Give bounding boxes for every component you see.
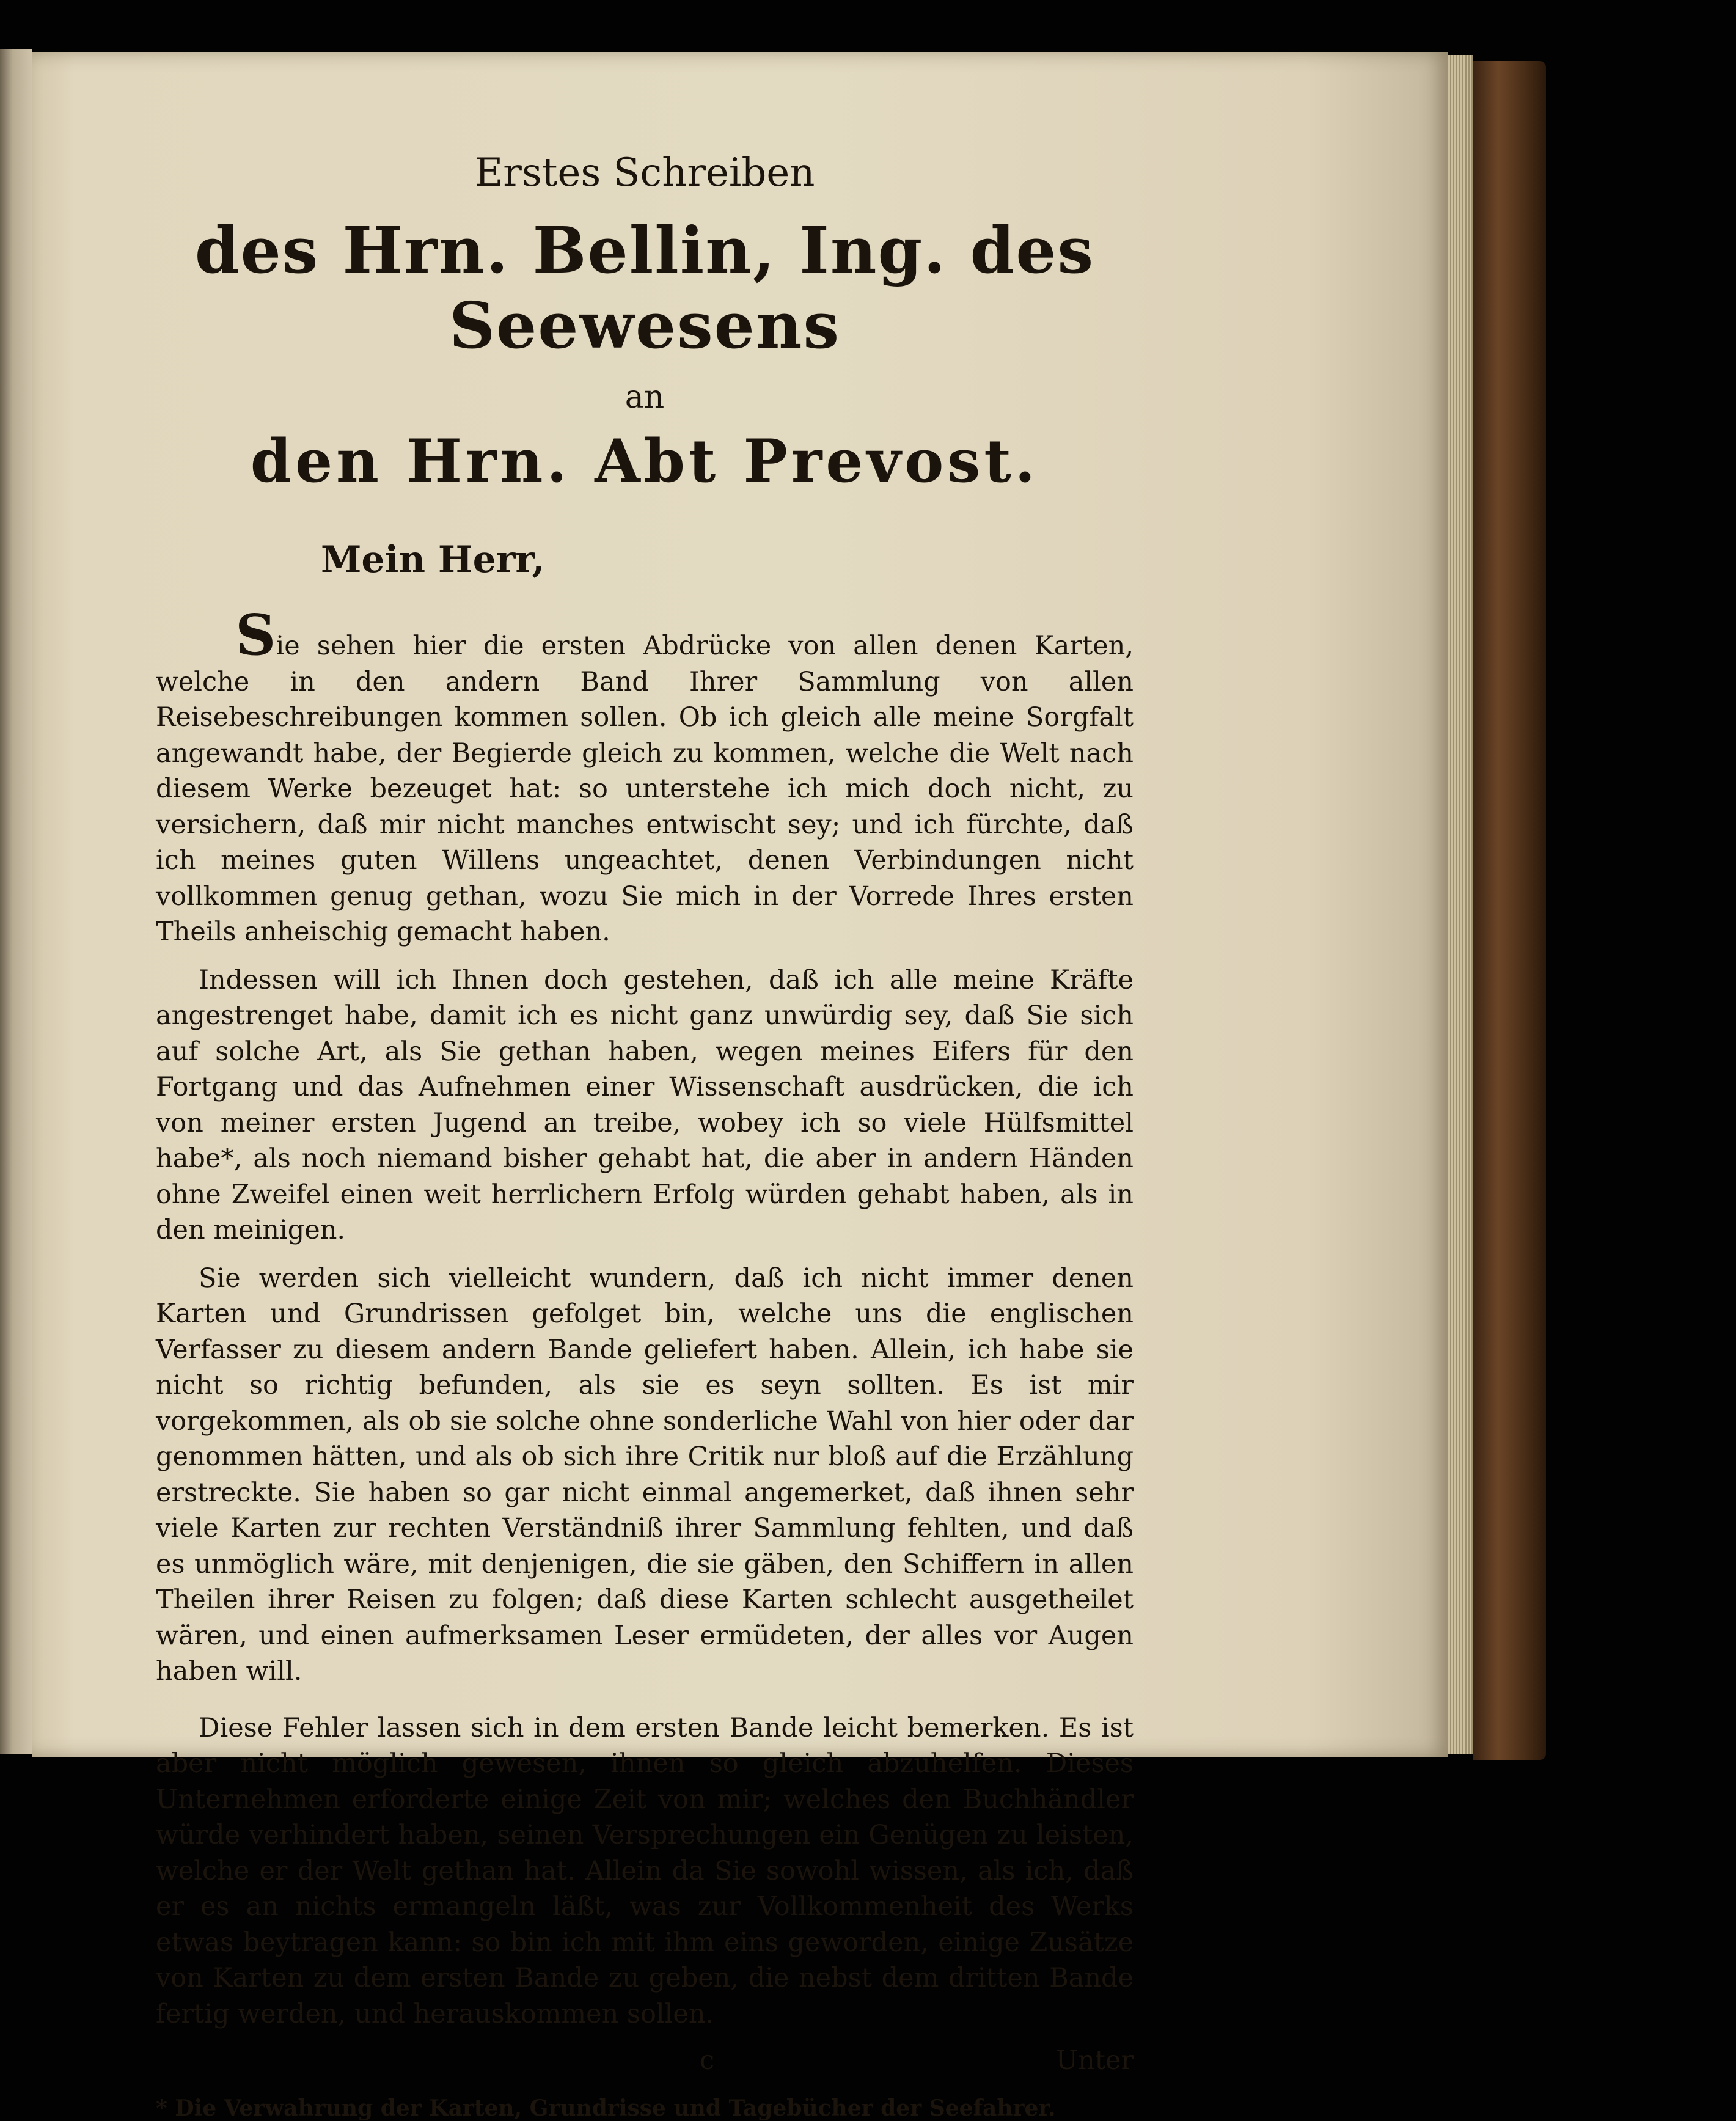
salutation: Mein Herr, [321,538,545,581]
page-block-edges [1448,55,1473,1754]
heading-line-3: an [624,379,665,416]
paragraph-2: Indessen will ich Ihnen doch gestehen, daß ich alle meine Kräfte angestrenget habe, damit ich es nicht ganz unwürdig sey, daß Sie sich auf solche Art, als Sie gethan haben, wegen meines Eifers für den Fortgang und das Aufnehmen einer Wissenschaft ausdrücken, die ich von meiner ersten Jugend an treibe, wobey ich so viele Hülfsmittel habe*, als noch niemand bisher gehabt hat, die aber in andern Händen ohne Zweifel einen weit herrlichern Erfolg würden gehabt haben, als in den meinigen. [156,964,1134,1245]
page-footer-line [156,2045,1134,2082]
paragraph-1-text: ie sehen hier die ersten Abdrücke von allen denen Karten, welche in den andern Band Ihrer Sammlung von allen Reisebeschreibungen kommen sollen. Ob ich gleich alle meine Sorgfalt angewandt habe, der Begierde gleich zu kommen, welche die Welt nach diesem Werke bezeuget hat: so unterstehe ich mich doch nicht, zu versichern, daß mir nicht manches entwischt sey; und ich fürchte, daß ich meines guten Willens ungeachtet, denen Verbindungen nicht vollkommen genug gethan, wozu Sie mich in der Vorrede Ihres ersten Theils anheischig gemacht haben. [156,631,1134,947]
footnote: * Die Verwahrung der Karten, Grundrisse und Tagebücher der Seefahrer. [156,2095,1056,2121]
paragraph-3: Sie werden sich vielleicht wundern, daß ich nicht immer denen Karten und Grundrissen gefolget bin, welche uns die englischen Verfasser zu diesem andern Bande geliefert haben. Allein, ich habe sie nicht so richtig befunden, als sie es seyn sollten. Es ist mir vorgekommen, als ob sie solche ohne sonderliche Wahl von hier oder dar genommen hätten, und als ob sich ihre Critik nur bloß auf die Erzählung erstreckte. Sie haben so gar nicht einmal angemerket, daß ihnen sehr viele Karten zur rechten Verständniß ihrer Sammlung fehlten, und daß es unmöglich wäre, mit denjenigen, die sie gäben, den Schiffern in allen Theilen ihrer Reisen zu folgen; daß diese Karten schlecht ausgetheilet wären, und einen aufmerksamen Leser ermüdeten, der alles vor Augen haben will. [156,1262,1134,1687]
signature-mark: c [700,2045,715,2076]
previous-page-edge [0,49,32,1754]
book-cover [1473,61,1546,1760]
initial-letter: S [235,602,276,668]
page-content [156,147,1134,2121]
heading-line-2: des Hrn. Bellin, Ing. des Seewesens [194,213,1095,363]
catchword: Unter [1055,2045,1134,2076]
heading-line-1: Erstes Schreiben [474,150,815,196]
paragraph-4: Diese Fehler lassen sich in dem ersten Bande leicht bemerken. Es ist aber nicht möglich gewesen, ihnen so gleich abzuhelfen. Dieses Unternehmen erforderte einige Zeit von mir; welches den Buchhändler würde verhindert haben, seinen Versprechungen ein Genügen zu leisten, welche er der Welt gethan hat. Allein da Sie sowohl wissen, als ich, daß er es an nichts ermangeln läßt, was zur Vollkommenheit des Werks etwas beytragen kann: so bin ich mit ihm eins geworden, einige Zusätze von Karten zu dem ersten Bande zu geben, die nebst dem dritten Bande fertig werden, und herauskommen sollen. [156,1712,1134,2029]
paragraph-1 [156,602,1134,950]
heading-line-4: den Hrn. Abt Prevost. [250,427,1039,496]
